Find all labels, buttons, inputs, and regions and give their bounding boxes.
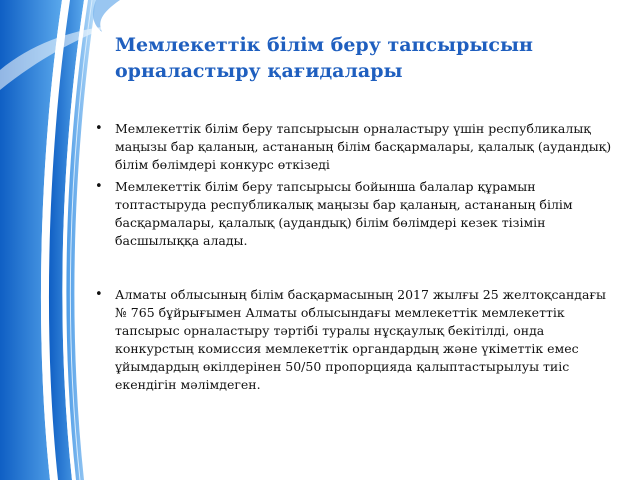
bullet-text: Мемлекеттік білім беру тапсырысын орналастыру үшін республикалық маңызы бар қаланың, астананың білім басқармалары, қалалық (аудандық) білім бөлімдері конкурс өткізеді — [115, 121, 612, 172]
bullet-item — [95, 120, 620, 174]
bullet-list — [95, 120, 620, 394]
slide-title: Мемлекеттік білім беру тапсырысын орналастыру қағидалары — [115, 34, 533, 82]
bullet-text: Мемлекеттік білім беру тапсырысы бойынша балалар құрамын топтастыруда республикалық маңызы бар қаланың, астананың білім басқармалары, қалалық (аудандық) білім бөлімдері кезек тізімін басшылыққа алады. — [115, 179, 573, 248]
bullet-marker: • — [95, 179, 103, 194]
bullet-item — [95, 178, 620, 250]
bullet-marker: • — [95, 287, 103, 302]
bullet-item — [95, 286, 620, 394]
bullet-marker: • — [95, 121, 103, 136]
bullet-text: Алматы облысының білім басқармасының 2017 жылғы 25 желтоқсандағы № 765 бұйрығымен Алматы облысындағы мемлекеттік мемлекеттік тапсырыс орналастыру тәртібі туралы нұсқаулық бекітілді, онда конкурстың комиссия мемлекеттік органдардың және үкіметтік емес ұйымдардың өкілдерінен 50/50 пропорцияда қалыптастырылуы тиіс екендігін мәлімдеген. — [115, 287, 606, 392]
